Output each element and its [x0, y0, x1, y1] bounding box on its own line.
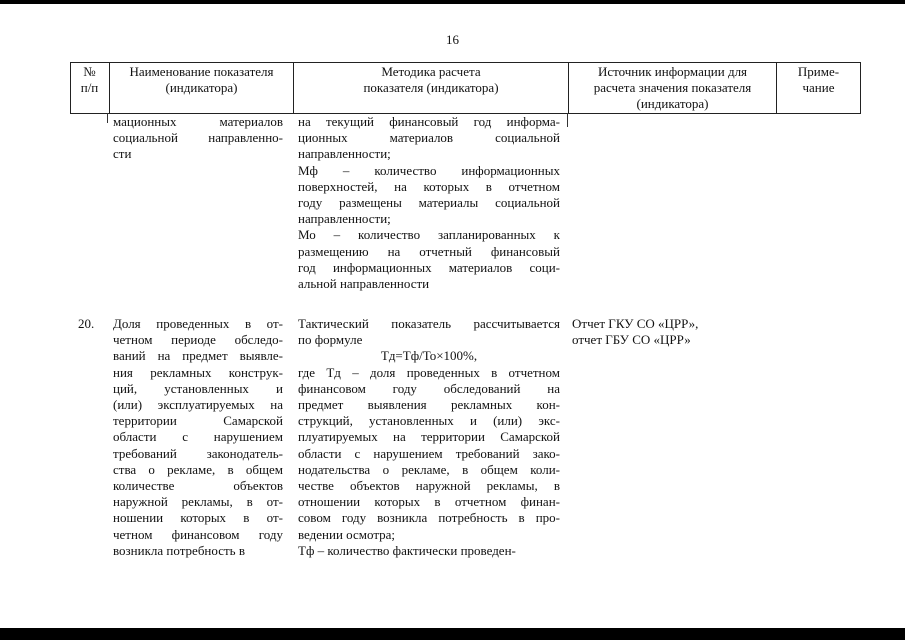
text-line: Тф – количество фактически проведен-: [298, 542, 516, 558]
text-line: возникла потребность в: [113, 542, 245, 558]
text-line: мационных материалов: [113, 114, 283, 129]
text-line: нодательства о рекламе, в общем коли-: [298, 461, 560, 477]
text-line: отчет ГБУ СО «ЦРР»: [572, 332, 691, 348]
row20-method-cell: [298, 316, 560, 559]
scan-bottom-border: [0, 628, 905, 640]
header-line: Методика расчета: [381, 64, 481, 79]
text-line: социальной направленно-: [113, 130, 283, 146]
text-line: (или) эксплуатируемых на: [113, 397, 283, 413]
header-line: Приме-: [797, 64, 840, 79]
text-line: ношении которых в от-: [113, 510, 283, 526]
header-line: (индикатора): [165, 80, 238, 95]
text-line: направленности;: [298, 211, 391, 227]
header-line: Наименование показателя: [129, 64, 274, 79]
header-line: Источник информации для: [597, 64, 748, 79]
text-line: Тд=Тф/То×100%,: [380, 348, 478, 364]
text-line: ционных материалов социальной: [298, 130, 560, 146]
header-line: показателя (индикатора): [363, 80, 499, 95]
text-line: Доля проведенных в от-: [113, 316, 283, 331]
text-line: ваний на предмет выявле-: [113, 348, 283, 364]
header-line: (индикатора): [636, 96, 709, 111]
text-line: четном финансовом году: [113, 526, 283, 542]
text-line: совом году возникла потребность в про-: [298, 510, 560, 526]
row-number: 20.: [78, 316, 95, 331]
text-line: честве объектов наружной рекламы, в: [298, 478, 560, 494]
text-line: отношении которых в отчетном финан-: [298, 494, 560, 510]
text-line: сти: [113, 146, 132, 162]
header-line: чание: [802, 80, 835, 95]
text-line: размещению на отчетный финансовый: [298, 243, 560, 259]
text-line: плуатируемых на территории Самарской: [298, 429, 560, 445]
header-line: п/п: [80, 80, 99, 95]
header-source-column: [568, 63, 776, 113]
column-divider: [107, 113, 108, 123]
row20-name-cell: [113, 316, 283, 559]
text-line: альной направленности: [298, 276, 430, 292]
text-line: предмет выявления рекламных кон-: [298, 397, 560, 413]
header-note-column: [776, 63, 860, 113]
text-line: ства о рекламе, в общем: [113, 461, 283, 477]
text-line: области с нарушением: [113, 429, 283, 445]
text-line: на текущий финансовый год информа-: [298, 114, 560, 129]
text-line: Мо – количество запланированных к: [298, 227, 560, 243]
text-line: наружной рекламы, в от-: [113, 494, 283, 510]
scan-top-border: [0, 0, 905, 4]
text-line: поверхностей, на которых в отчетном: [298, 178, 560, 194]
text-line: ведении осмотра;: [298, 526, 396, 542]
continuation-name-cell: [113, 114, 283, 163]
page-number: 16: [446, 32, 459, 47]
header-name-column: [109, 63, 293, 113]
text-line: направленности;: [298, 146, 391, 162]
text-line: требований законодатель-: [113, 445, 283, 461]
text-line: году размещены материалы социальной: [298, 195, 560, 211]
text-line: Отчет ГКУ СО «ЦРР»,: [572, 316, 699, 331]
text-line: Тактический показатель рассчитывается: [298, 316, 560, 331]
text-line: ций, установленных и: [113, 380, 283, 396]
table-header: [70, 62, 861, 114]
text-line: ния рекламных конструк-: [113, 364, 283, 380]
header-line: №: [83, 64, 96, 79]
text-line: по формуле: [298, 332, 363, 348]
text-line: где Тд – доля проведенных в отчетном: [298, 364, 560, 380]
text-line: количестве объектов: [113, 478, 283, 494]
header-line: расчета значения показателя: [593, 80, 752, 95]
text-line: финансовом году обследований на: [298, 380, 560, 396]
text-line: год информационных материалов соци-: [298, 259, 560, 275]
text-line: четном периоде обследо-: [113, 332, 283, 348]
text-line: струкций, установленных и (или) экс-: [298, 413, 560, 429]
column-divider: [567, 113, 568, 127]
text-line: Мф – количество информационных: [298, 162, 560, 178]
continuation-method-cell: [298, 114, 560, 292]
header-number-column: [71, 63, 108, 113]
text-line: области с нарушением требований зако-: [298, 445, 560, 461]
row20-source-cell: [572, 316, 772, 348]
header-method-column: [293, 63, 568, 113]
text-line: территории Самарской: [113, 413, 283, 429]
